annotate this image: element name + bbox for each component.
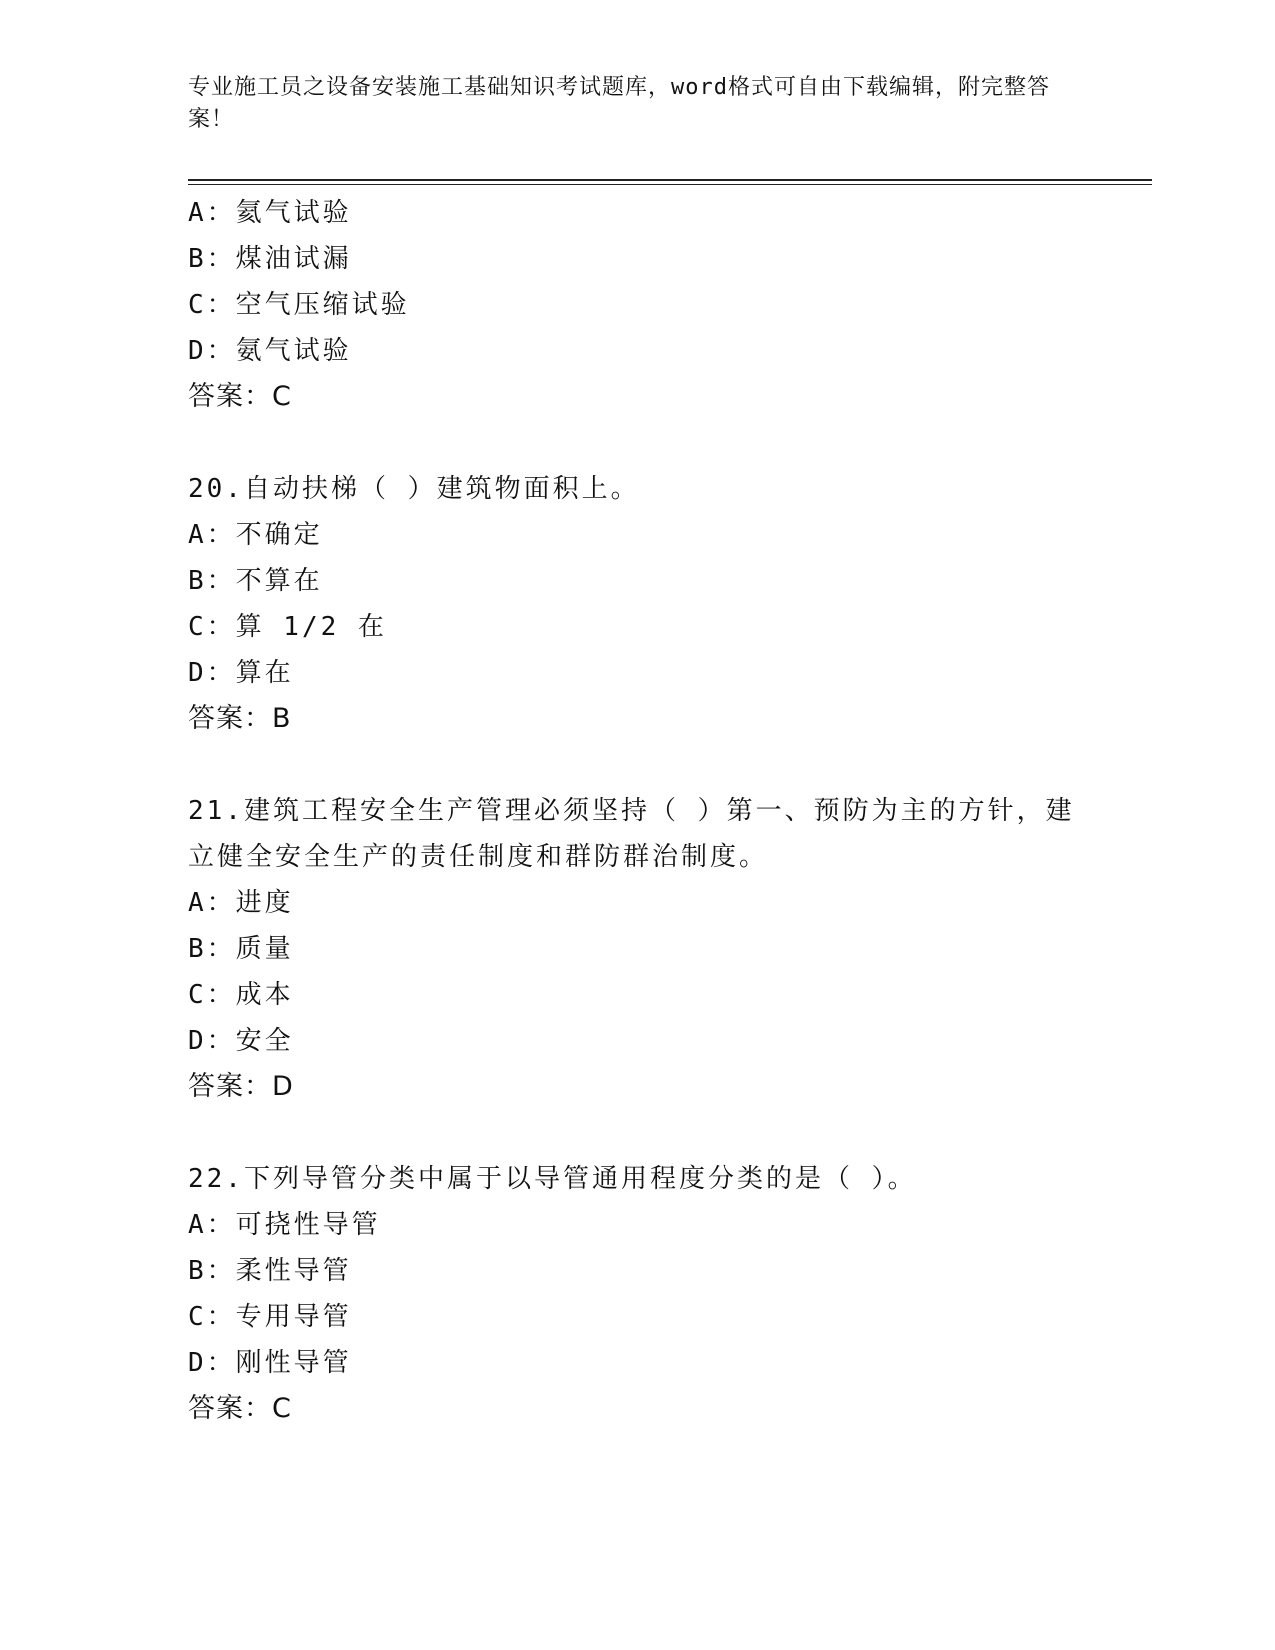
option-b: B：柔性导管 xyxy=(188,1256,352,1286)
question-list xyxy=(188,190,1088,1432)
answer-line: 答案：B xyxy=(188,703,292,734)
option-c: C：成本 xyxy=(188,980,294,1010)
question-block-21 xyxy=(188,788,1088,1110)
question-block-continued xyxy=(188,190,1088,420)
option-d: D：算在 xyxy=(188,658,294,688)
header-rule-bottom xyxy=(188,184,1152,185)
question-title: 21.建筑工程安全生产管理必须坚持（ ）第一、预防为主的方针，建立健全安全生产的责任制度和群防群治制度。 xyxy=(188,796,1075,872)
header-rule-top xyxy=(188,179,1152,181)
option-a: A：不确定 xyxy=(188,520,323,550)
option-b: B：煤油试漏 xyxy=(188,244,352,274)
option-a: A：可挠性导管 xyxy=(188,1210,381,1240)
question-title: 20.自动扶梯（ ）建筑物面积上。 xyxy=(188,474,640,504)
answer-line: 答案：C xyxy=(188,381,292,412)
option-b: B：不算在 xyxy=(188,566,323,596)
option-d: D：氨气试验 xyxy=(188,336,352,366)
option-d: D：安全 xyxy=(188,1026,294,1056)
option-a: A：氦气试验 xyxy=(188,198,352,228)
question-block-20 xyxy=(188,466,1088,742)
spacer xyxy=(188,1110,1088,1156)
option-a: A：进度 xyxy=(188,888,294,918)
answer-line: 答案：C xyxy=(188,1393,292,1424)
answer-line: 答案：D xyxy=(188,1071,294,1102)
option-d: D：刚性导管 xyxy=(188,1348,352,1378)
question-title: 22.下列导管分类中属于以导管通用程度分类的是（ ）。 xyxy=(188,1164,917,1194)
option-b: B：质量 xyxy=(188,934,294,964)
document-header: 专业施工员之设备安装施工基础知识考试题库，word格式可自由下载编辑，附完整答案！ xyxy=(188,75,1050,132)
option-c: C：空气压缩试验 xyxy=(188,290,410,320)
spacer xyxy=(188,742,1088,788)
question-block-22 xyxy=(188,1156,1088,1432)
option-c: C：专用导管 xyxy=(188,1302,352,1332)
spacer xyxy=(188,420,1088,466)
option-c: C：算 1/2 在 xyxy=(188,612,387,642)
